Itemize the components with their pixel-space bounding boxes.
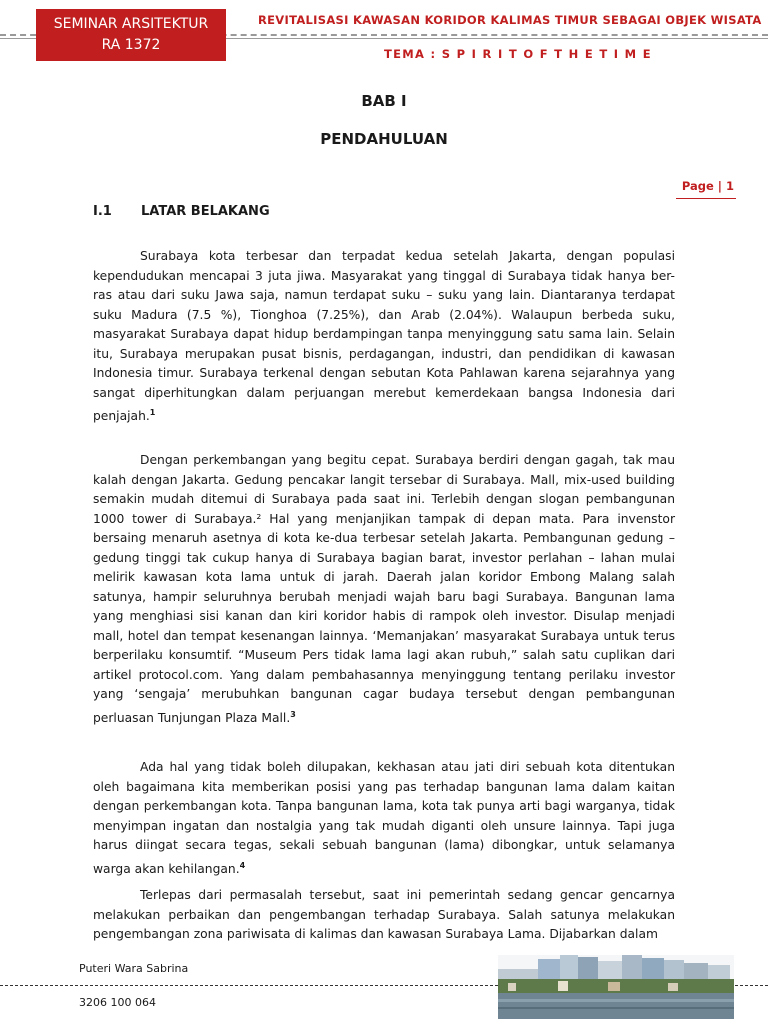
course-badge-line2: RA 1372 [101,37,161,53]
chapter-title: PENDAHULUAN [320,130,448,148]
section-number: I.1 [93,204,112,219]
document-title: REVITALISASI KAWASAN KORIDOR KALIMAS TIMUR SEBAGAI OBJEK WISATA [258,13,762,27]
paragraph-1 [93,247,675,427]
chapter-number: BAB I [361,92,407,110]
section-heading [93,204,270,219]
section-title: LATAR BELAKANG [141,204,270,219]
page-number: Page | 1 [681,179,734,193]
riverfront-panorama-image [498,955,734,1019]
paragraph-4 [93,886,675,945]
paragraph-3 [93,758,675,879]
paragraph-3-text: Ada hal yang tidak boleh dilupakan, kekhasan atau jati diri sebuah kota ditentukan oleh bagaimana kita memberikan posisi yang pas terhadap bangunan lama dalam kaitan dengan perkembangan kota. Tanpa bangunan lama, kota tak punya arti bagi warganya, tidak menyimpan ingatan dan nostalgia yang tak mudah diganti oleh unsure lainnya. Tapi juga harus diingat secara tegas, sekali sebuah bangunan (lama) dibongkar, untuk selamanya warga akan kehilangan. [93,760,675,876]
theme-label: TEMA : S P I R I T O F T H E T I M E [384,47,652,61]
paragraph-4-text: Terlepas dari permasalah tersebut, saat ini pemerintah sedang gencar gencarnya melakukan perbaikan dan pengembangan terhadap Surabaya. Salah satunya melakukan pengembangan zona pariwisata di kalimas dan kawasan Surabaya Lama. Dijabarkan dalam [93,888,675,941]
footnote-ref-4[interactable]: 4 [239,860,246,870]
footnote-ref-1[interactable]: 1 [149,408,156,417]
author-nim: 3206 100 064 [79,996,156,1009]
paragraph-2-text: Dengan perkembangan yang begitu cepat. Surabaya berdiri dengan gagah, tak mau kalah dengan Jakarta. Gedung pencakar langit tersebar di Surabaya. Mall, mix-used building semakin mudah ditemui di Surabaya pada saat ini. Terlebih dengan slogan pembangunan 1000 tower di Surabaya.² Hal yang menjanjikan tampak di depan mata. Para invenstor bersaing menaruh asetnya di kota ke-dua terbesar setelah Jakarta. Pembangunan gedung – gedung tinggi tak cukup hanya di Surabaya bagian barat, investor perlahan – lahan mulai melirik kawasan kota lama untuk di jarah. Daerah jalan koridor Embong Malang salah satunya, hampir seluruhnya berubah menjadi wajah baru bagi Surabaya. Bangunan lama yang menghiasi sisi kanan dan kiri koridor habis di rampok oleh investor. Disulap menjadi mall, hotel dan tempat kesenangan lainnya. ‘Memanjakan’ masyarakat Surabaya untuk terus berperilaku konsumtif. “Museum Pers tidak lama lagi akan rubuh,” salah satu cuplikan dari artikel protocol.com. Yang dalam pembahasannya menyinggung tentang perilaku investor yang ‘sengaja’ merubuhkan bangunan cagar budaya tersebut dengan pembangunan perluasan Tunjungan Plaza Mall. [93,453,675,725]
author-name: Puteri Wara Sabrina [79,962,189,975]
footnote-ref-3[interactable]: 3 [290,709,296,719]
course-badge-line1: SEMINAR ARSITEKTUR [53,16,209,32]
page-number-rule [676,198,736,199]
paragraph-1-text: Surabaya kota terbesar dan terpadat kedua setelah Jakarta, dengan populasi kependudukan mencapai 3 juta jiwa. Masyarakat yang tinggal di Surabaya tidak hanya ber-ras atau dari suku Jawa saja, namun terdapat suku – suku yang lain. Diantaranya terdapat suku Madura (7.5 %), Tionghoa (7.25%), dan Arab (2.04%). Walaupun berbeda suku, masyarakat Surabaya dapat hidup berdampingan tanpa menyinggung satu sama lain. Selain itu, Surabaya merupakan pusat bisnis, perdagangan, industri, dan pendidikan di kawasan Indonesia timur. Surabaya terkenal dengan sebutan Kota Pahlawan karena sejarahnya yang sangat diperhitungkan dalam perjuangan merebut kemerdekaan bangsa Indonesia dari penjajah. [93,249,675,424]
course-badge [36,9,226,61]
paragraph-2 [93,451,675,728]
